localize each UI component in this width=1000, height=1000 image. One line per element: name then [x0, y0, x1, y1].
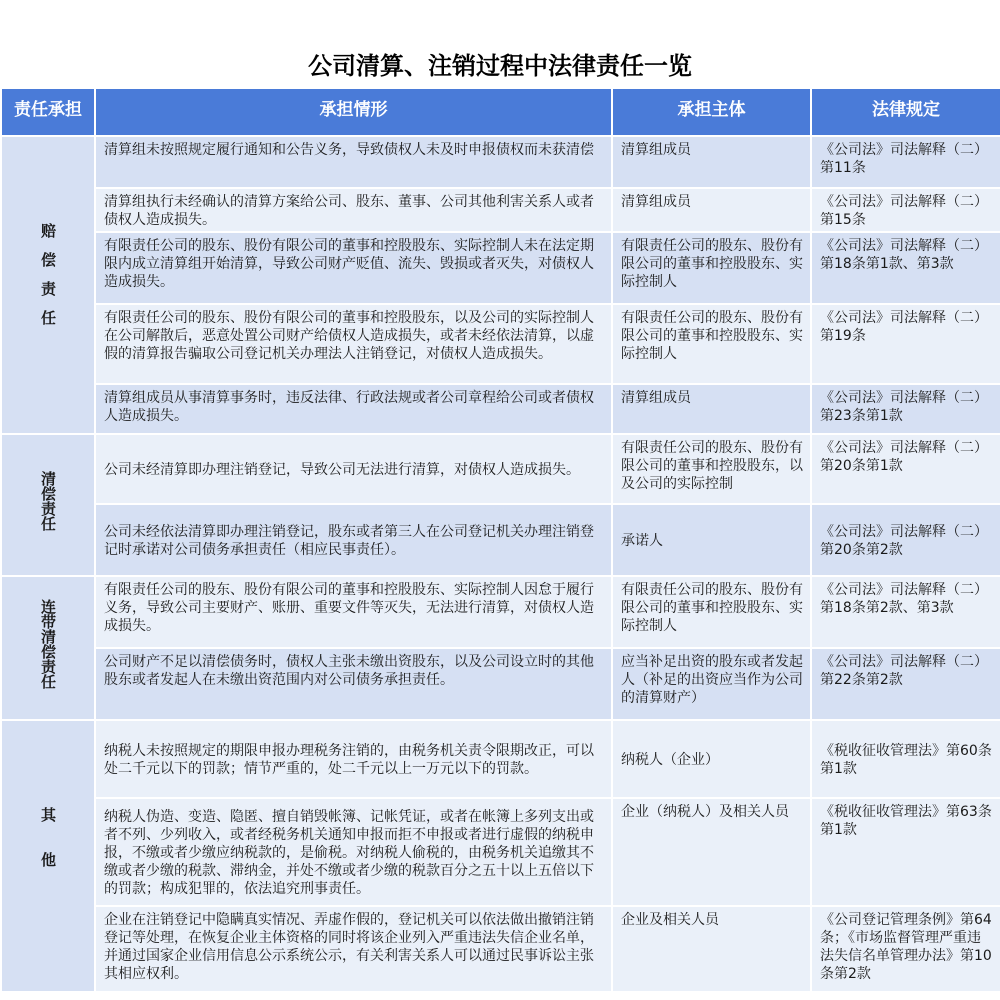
table-row: [1, 798, 1000, 906]
situation-cell: 公司财产不足以清偿债务时，债权人主张未缴出资股东，以及公司设立时的其他股东或者发起人在未缴出资范围内对公司债务承担责任。: [95, 648, 612, 720]
legal-basis-cell: 《公司法》司法解释（二）第23条第1款: [811, 384, 1000, 434]
table-header-row: [1, 88, 1000, 136]
table-row: [1, 232, 1000, 304]
group-cell-other: [1, 720, 95, 992]
table-row: [1, 136, 1000, 188]
legal-basis-cell: 《公司法》司法解释（二）第15条: [811, 188, 1000, 232]
subject-cell: 有限责任公司的股东、股份有限公司的董事和控股股东、实际控制人: [612, 304, 811, 384]
table-row: [1, 720, 1000, 798]
legal-basis-cell: 《公司法》司法解释（二）第19条: [811, 304, 1000, 384]
subject-cell: 有限责任公司的股东、股份有限公司的董事和控股股东，以及公司的实际控制: [612, 434, 811, 504]
liability-table: [0, 87, 1000, 993]
legal-basis-cell: 《公司法》司法解释（二）第20条第1款: [811, 434, 1000, 504]
table-row: [1, 648, 1000, 720]
page-title: 公司清算、注销过程中法律责任一览: [308, 52, 692, 80]
subject-cell: 有限责任公司的股东、股份有限公司的董事和控股股东、实际控制人: [612, 232, 811, 304]
subject-cell: 应当补足出资的股东或者发起人（补足的出资应当作为公司的清算财产）: [612, 648, 811, 720]
subject-cell: 清算组成员: [612, 136, 811, 188]
situation-cell: 公司未经依法清算即办理注销登记，股东或者第三人在公司登记机关办理注销登记时承诺对公司债务承担责任（相应民事责任）。: [95, 504, 612, 576]
situation-cell: 纳税人伪造、变造、隐匿、擅自销毁帐簿、记帐凭证，或者在帐簿上多列支出或者不列、少列收入，或者经税务机关通知申报而拒不申报或者进行虚假的纳税申报，不缴或者少缴应纳税款的，是偷税。对纳税人偷税的，由税务机关追缴其不缴或者少缴的税款、滞纳金，并处不缴或者少缴的税款百分之五十以上五倍以下的罚款；构成犯罪的，依法追究刑事责任。: [95, 798, 612, 906]
situation-cell: 有限责任公司的股东、股份有限公司的董事和控股股东、实际控制人未在法定期限内成立清算组开始清算，导致公司财产贬值、流失、毁损或者灭失，对债权人造成损失。: [95, 232, 612, 304]
subject-cell: 企业及相关人员: [612, 906, 811, 992]
header-situation: 承担情形: [95, 88, 612, 136]
subject-cell: 有限责任公司的股东、股份有限公司的董事和控股股东、实际控制人: [612, 576, 811, 648]
legal-basis-cell: 《公司法》司法解释（二）第22条第2款: [811, 648, 1000, 720]
situation-cell: 有限责任公司的股东、股份有限公司的董事和控股股东、实际控制人因怠于履行义务，导致公司主要财产、账册、重要文件等灭失，无法进行清算，对债权人造成损失。: [95, 576, 612, 648]
subject-cell: 企业（纳税人）及相关人员: [612, 798, 811, 906]
legal-basis-cell: 《公司法》司法解释（二）第11条: [811, 136, 1000, 188]
legal-basis-cell: 《公司法》司法解释（二）第18条第1款、第3款: [811, 232, 1000, 304]
header-subject: 承担主体: [612, 88, 811, 136]
table-row: [1, 304, 1000, 384]
situation-cell: 企业在注销登记中隐瞒真实情况、弄虚作假的，登记机关可以依法做出撤销注销登记等处理，在恢复企业主体资格的同时将该企业列入严重违法失信企业名单，并通过国家企业信用信息公示系统公示，有关利害关系人可以通过民事诉讼主张其相应权利。: [95, 906, 612, 992]
subject-cell: 清算组成员: [612, 384, 811, 434]
group-cell-repayment: [1, 434, 95, 576]
subject-cell: 清算组成员: [612, 188, 811, 232]
situation-cell: 清算组成员从事清算事务时，违反法律、行政法规或者公司章程给公司或者债权人造成损失。: [95, 384, 612, 434]
situation-cell: 公司未经清算即办理注销登记，导致公司无法进行清算，对债权人造成损失。: [95, 434, 612, 504]
table-row: [1, 188, 1000, 232]
legal-basis-cell: 《公司法》司法解释（二）第18条第2款、第3款: [811, 576, 1000, 648]
group-label-joint-repayment: 连带清偿责任: [39, 599, 57, 689]
table-body: [1, 136, 1000, 992]
group-cell-joint-repayment: [1, 576, 95, 720]
subject-cell: 纳税人（企业）: [612, 720, 811, 798]
header-legal-basis: 法律规定: [811, 88, 1000, 136]
header-responsibility: 责任承担: [1, 88, 95, 136]
table-row: [1, 576, 1000, 648]
legal-basis-cell: 《税收征收管理法》第63条第1款: [811, 798, 1000, 906]
legal-basis-cell: 《公司登记管理条例》第64条；《市场监督管理严重违法失信名单管理办法》第10条第2款: [811, 906, 1000, 992]
table-row: [1, 906, 1000, 992]
table-row: [1, 384, 1000, 434]
situation-cell: 纳税人未按照规定的期限申报办理税务注销的，由税务机关责令限期改正，可以处二千元以下的罚款；情节严重的，处二千元以上一万元以下的罚款。: [95, 720, 612, 798]
situation-cell: 有限责任公司的股东、股份有限公司的董事和控股股东，以及公司的实际控制人在公司解散后，恶意处置公司财产给债权人造成损失，或者未经依法清算，以虚假的清算报告骗取公司登记机关办理法人注销登记，对债权人造成损失。: [95, 304, 612, 384]
table-row: [1, 504, 1000, 576]
legal-basis-cell: 《公司法》司法解释（二）第20条第2款: [811, 504, 1000, 576]
subject-cell: 承诺人: [612, 504, 811, 576]
legal-basis-cell: 《税收征收管理法》第60条第1款: [811, 720, 1000, 798]
group-cell-compensation: [1, 136, 95, 434]
table-row: [1, 434, 1000, 504]
group-label-repayment: 清偿责任: [39, 471, 57, 531]
situation-cell: 清算组未按照规定履行通知和公告义务，导致债权人未及时申报债权而未获清偿: [95, 136, 612, 188]
situation-cell: 清算组执行未经确认的清算方案给公司、股东、董事、公司其他利害关系人或者债权人造成损失。: [95, 188, 612, 232]
group-label-compensation: 赔偿责任: [39, 223, 57, 339]
group-label-other: 其他: [39, 807, 57, 897]
